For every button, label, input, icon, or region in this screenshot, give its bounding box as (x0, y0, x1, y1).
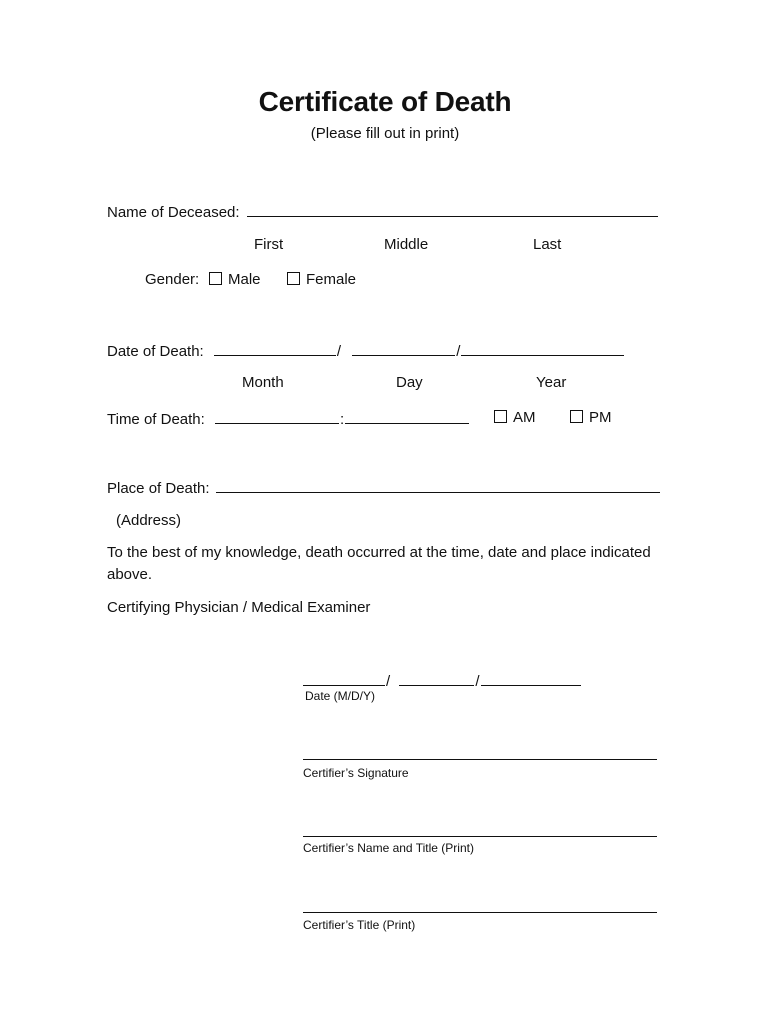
time-of-death-row (107, 409, 469, 428)
certifying-physician-label: Certifying Physician / Medical Examiner (107, 599, 371, 616)
certifier-title-field[interactable] (303, 912, 657, 913)
gender-male-option[interactable] (209, 271, 261, 288)
date-separator: / (456, 343, 461, 360)
certifier-month-field[interactable] (303, 671, 385, 686)
am-checkbox[interactable] (494, 410, 507, 423)
certifier-signature-caption: Certifier’s Signature (303, 766, 409, 780)
gender-label: Gender: (145, 271, 200, 288)
deceased-name-row (107, 202, 658, 221)
certifier-year-field[interactable] (481, 671, 581, 686)
certifier-day-field[interactable] (399, 671, 474, 686)
death-day-field[interactable] (352, 341, 455, 356)
death-year-field[interactable] (461, 341, 624, 356)
document-title: Certificate of Death (258, 86, 512, 117)
attestation-statement: To the best of my knowledge, death occurred at the time, date and place indicated above. (107, 544, 651, 583)
death-hour-field[interactable] (215, 409, 339, 424)
date-separator: / (336, 343, 342, 360)
certifier-date-caption: Date (M/D/Y) (305, 689, 376, 703)
time-separator: : (340, 411, 345, 428)
male-checkbox[interactable] (209, 272, 222, 285)
place-of-death-label: Place of Death: (107, 480, 210, 497)
time-of-death-label: Time of Death: (107, 411, 205, 428)
document-subtitle: (Please fill out in print) (310, 125, 460, 142)
place-of-death-row (107, 478, 660, 497)
date-separator: / (386, 673, 391, 690)
male-label: Male (228, 271, 261, 288)
year-caption: Year (536, 374, 567, 391)
date-separator: / (475, 673, 480, 690)
pm-option[interactable] (570, 409, 612, 426)
certifier-title-caption: Certifier’s Title (Print) (303, 918, 416, 932)
address-caption: (Address) (116, 512, 182, 529)
date-of-death-row (107, 341, 624, 360)
pm-checkbox[interactable] (570, 410, 583, 423)
death-month-field[interactable] (214, 341, 336, 356)
month-caption: Month (242, 374, 284, 391)
middle-name-caption: Middle (384, 236, 429, 253)
certifier-name-title-caption: Certifier’s Name and Title (Print) (303, 841, 474, 855)
first-name-caption: First (254, 236, 284, 253)
deceased-name-label: Name of Deceased: (107, 204, 240, 221)
am-option[interactable] (494, 409, 536, 426)
date-of-death-label: Date of Death: (107, 343, 204, 360)
day-caption: Day (396, 374, 423, 391)
deceased-name-field[interactable] (247, 202, 658, 217)
pm-label: PM (589, 409, 612, 426)
death-minute-field[interactable] (345, 409, 469, 424)
certifier-signature-field[interactable] (303, 759, 657, 760)
certifier-name-title-field[interactable] (303, 836, 657, 837)
female-checkbox[interactable] (287, 272, 300, 285)
female-label: Female (306, 271, 357, 288)
certifier-date-row (303, 671, 581, 690)
place-of-death-field[interactable] (216, 478, 660, 493)
last-name-caption: Last (533, 236, 562, 253)
am-label: AM (513, 409, 536, 426)
gender-female-option[interactable] (287, 271, 356, 288)
